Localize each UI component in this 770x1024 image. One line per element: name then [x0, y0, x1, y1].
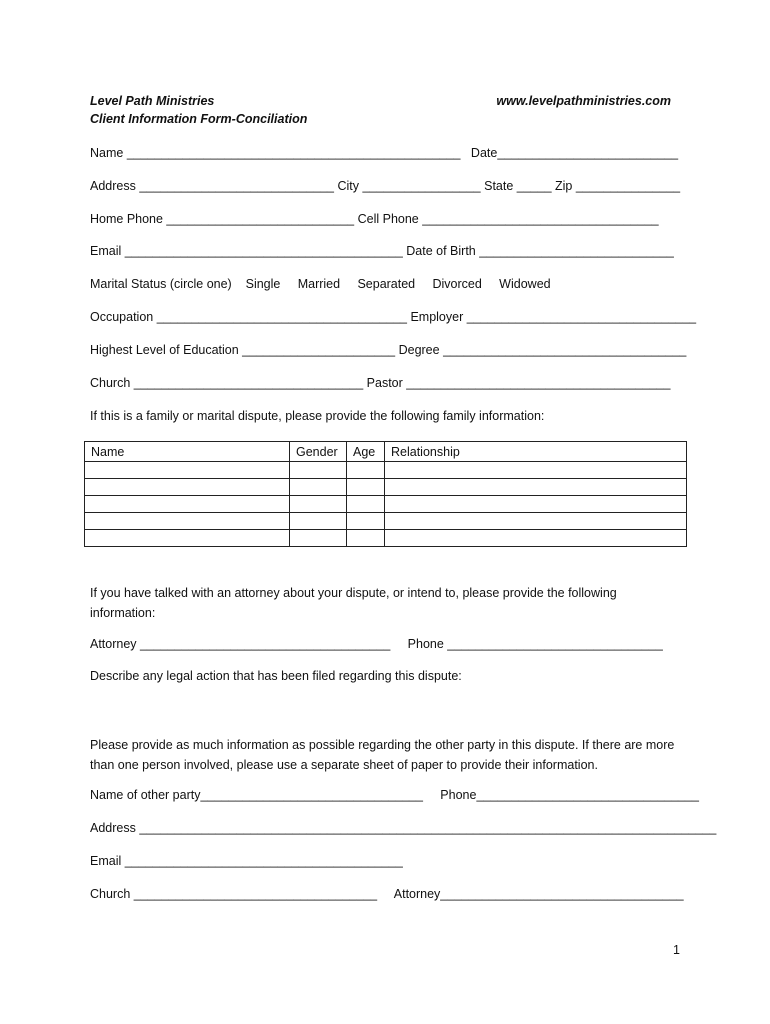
cell-name[interactable] [85, 513, 290, 530]
family-table-row [85, 462, 687, 479]
col-age: Age [347, 442, 385, 462]
cell-age[interactable] [347, 479, 385, 496]
attorney-phone-field[interactable]: Attorney ____________________________________ Phone _______________________________ [90, 637, 663, 651]
family-table [84, 441, 687, 547]
col-relationship: Relationship [385, 442, 687, 462]
cell-name[interactable] [85, 496, 290, 513]
cell-name[interactable] [85, 462, 290, 479]
cell-relationship[interactable] [385, 530, 687, 547]
family-table-row [85, 513, 687, 530]
family-table-header [85, 442, 687, 462]
address-field[interactable]: Address ____________________________ City _________________ State _____ Zip _______________ [90, 179, 681, 193]
website-url: www.levelpathministries.com [496, 94, 671, 108]
family-table-row [85, 530, 687, 547]
cell-age[interactable] [347, 462, 385, 479]
col-name: Name [85, 442, 290, 462]
cell-gender[interactable] [290, 530, 347, 547]
church-field[interactable]: Church _________________________________ Pastor ______________________________________ [90, 376, 671, 390]
family-table-row [85, 496, 687, 513]
other-party-church-field[interactable]: Church ___________________________________ Attorney___________________________________ [90, 887, 684, 901]
col-gender: Gender [290, 442, 347, 462]
email-dob-field[interactable]: Email ________________________________________ Date of Birth ____________________________ [90, 244, 674, 258]
other-party-address-field[interactable]: Address ___________________________________________________________________________________ [90, 821, 717, 835]
family-table-row [85, 479, 687, 496]
cell-gender[interactable] [290, 513, 347, 530]
cell-relationship[interactable] [385, 513, 687, 530]
cell-age[interactable] [347, 496, 385, 513]
family-intro: If this is a family or marital dispute, please provide the following family information: [90, 409, 545, 423]
page-number: 1 [673, 943, 680, 957]
marital-status-options[interactable]: Marital Status (circle one) Single Married Separated Divorced Widowed [90, 277, 551, 291]
cell-gender[interactable] [290, 496, 347, 513]
cell-gender[interactable] [290, 479, 347, 496]
legal-action-prompt: Describe any legal action that has been filed regarding this dispute: [90, 669, 462, 683]
cell-relationship[interactable] [385, 479, 687, 496]
other-party-name-field[interactable]: Name of other party________________________________ Phone________________________________ [90, 788, 699, 802]
cell-gender[interactable] [290, 462, 347, 479]
cell-name[interactable] [85, 479, 290, 496]
cell-relationship[interactable] [385, 462, 687, 479]
phone-field[interactable]: Home Phone ___________________________ Cell Phone __________________________________ [90, 212, 659, 226]
name-date-field[interactable]: Name ________________________________________________ Date__________________________ [90, 146, 679, 160]
form-title: Client Information Form-Conciliation [90, 112, 308, 126]
occupation-field[interactable]: Occupation ____________________________________ Employer _________________________________ [90, 310, 697, 324]
org-name: Level Path Ministries [90, 94, 215, 108]
attorney-intro: If you have talked with an attorney about your dispute, or intend to, please provide the following information: [90, 586, 617, 620]
other-party-intro: Please provide as much information as possible regarding the other party in this dispute. If there are more than one person involved, please use a separate sheet of paper to provide their information. [90, 738, 675, 772]
education-field[interactable]: Highest Level of Education ______________________ Degree ___________________________________ [90, 343, 687, 357]
cell-relationship[interactable] [385, 496, 687, 513]
cell-age[interactable] [347, 530, 385, 547]
cell-age[interactable] [347, 513, 385, 530]
other-party-email-field[interactable]: Email ________________________________________ [90, 854, 403, 868]
cell-name[interactable] [85, 530, 290, 547]
